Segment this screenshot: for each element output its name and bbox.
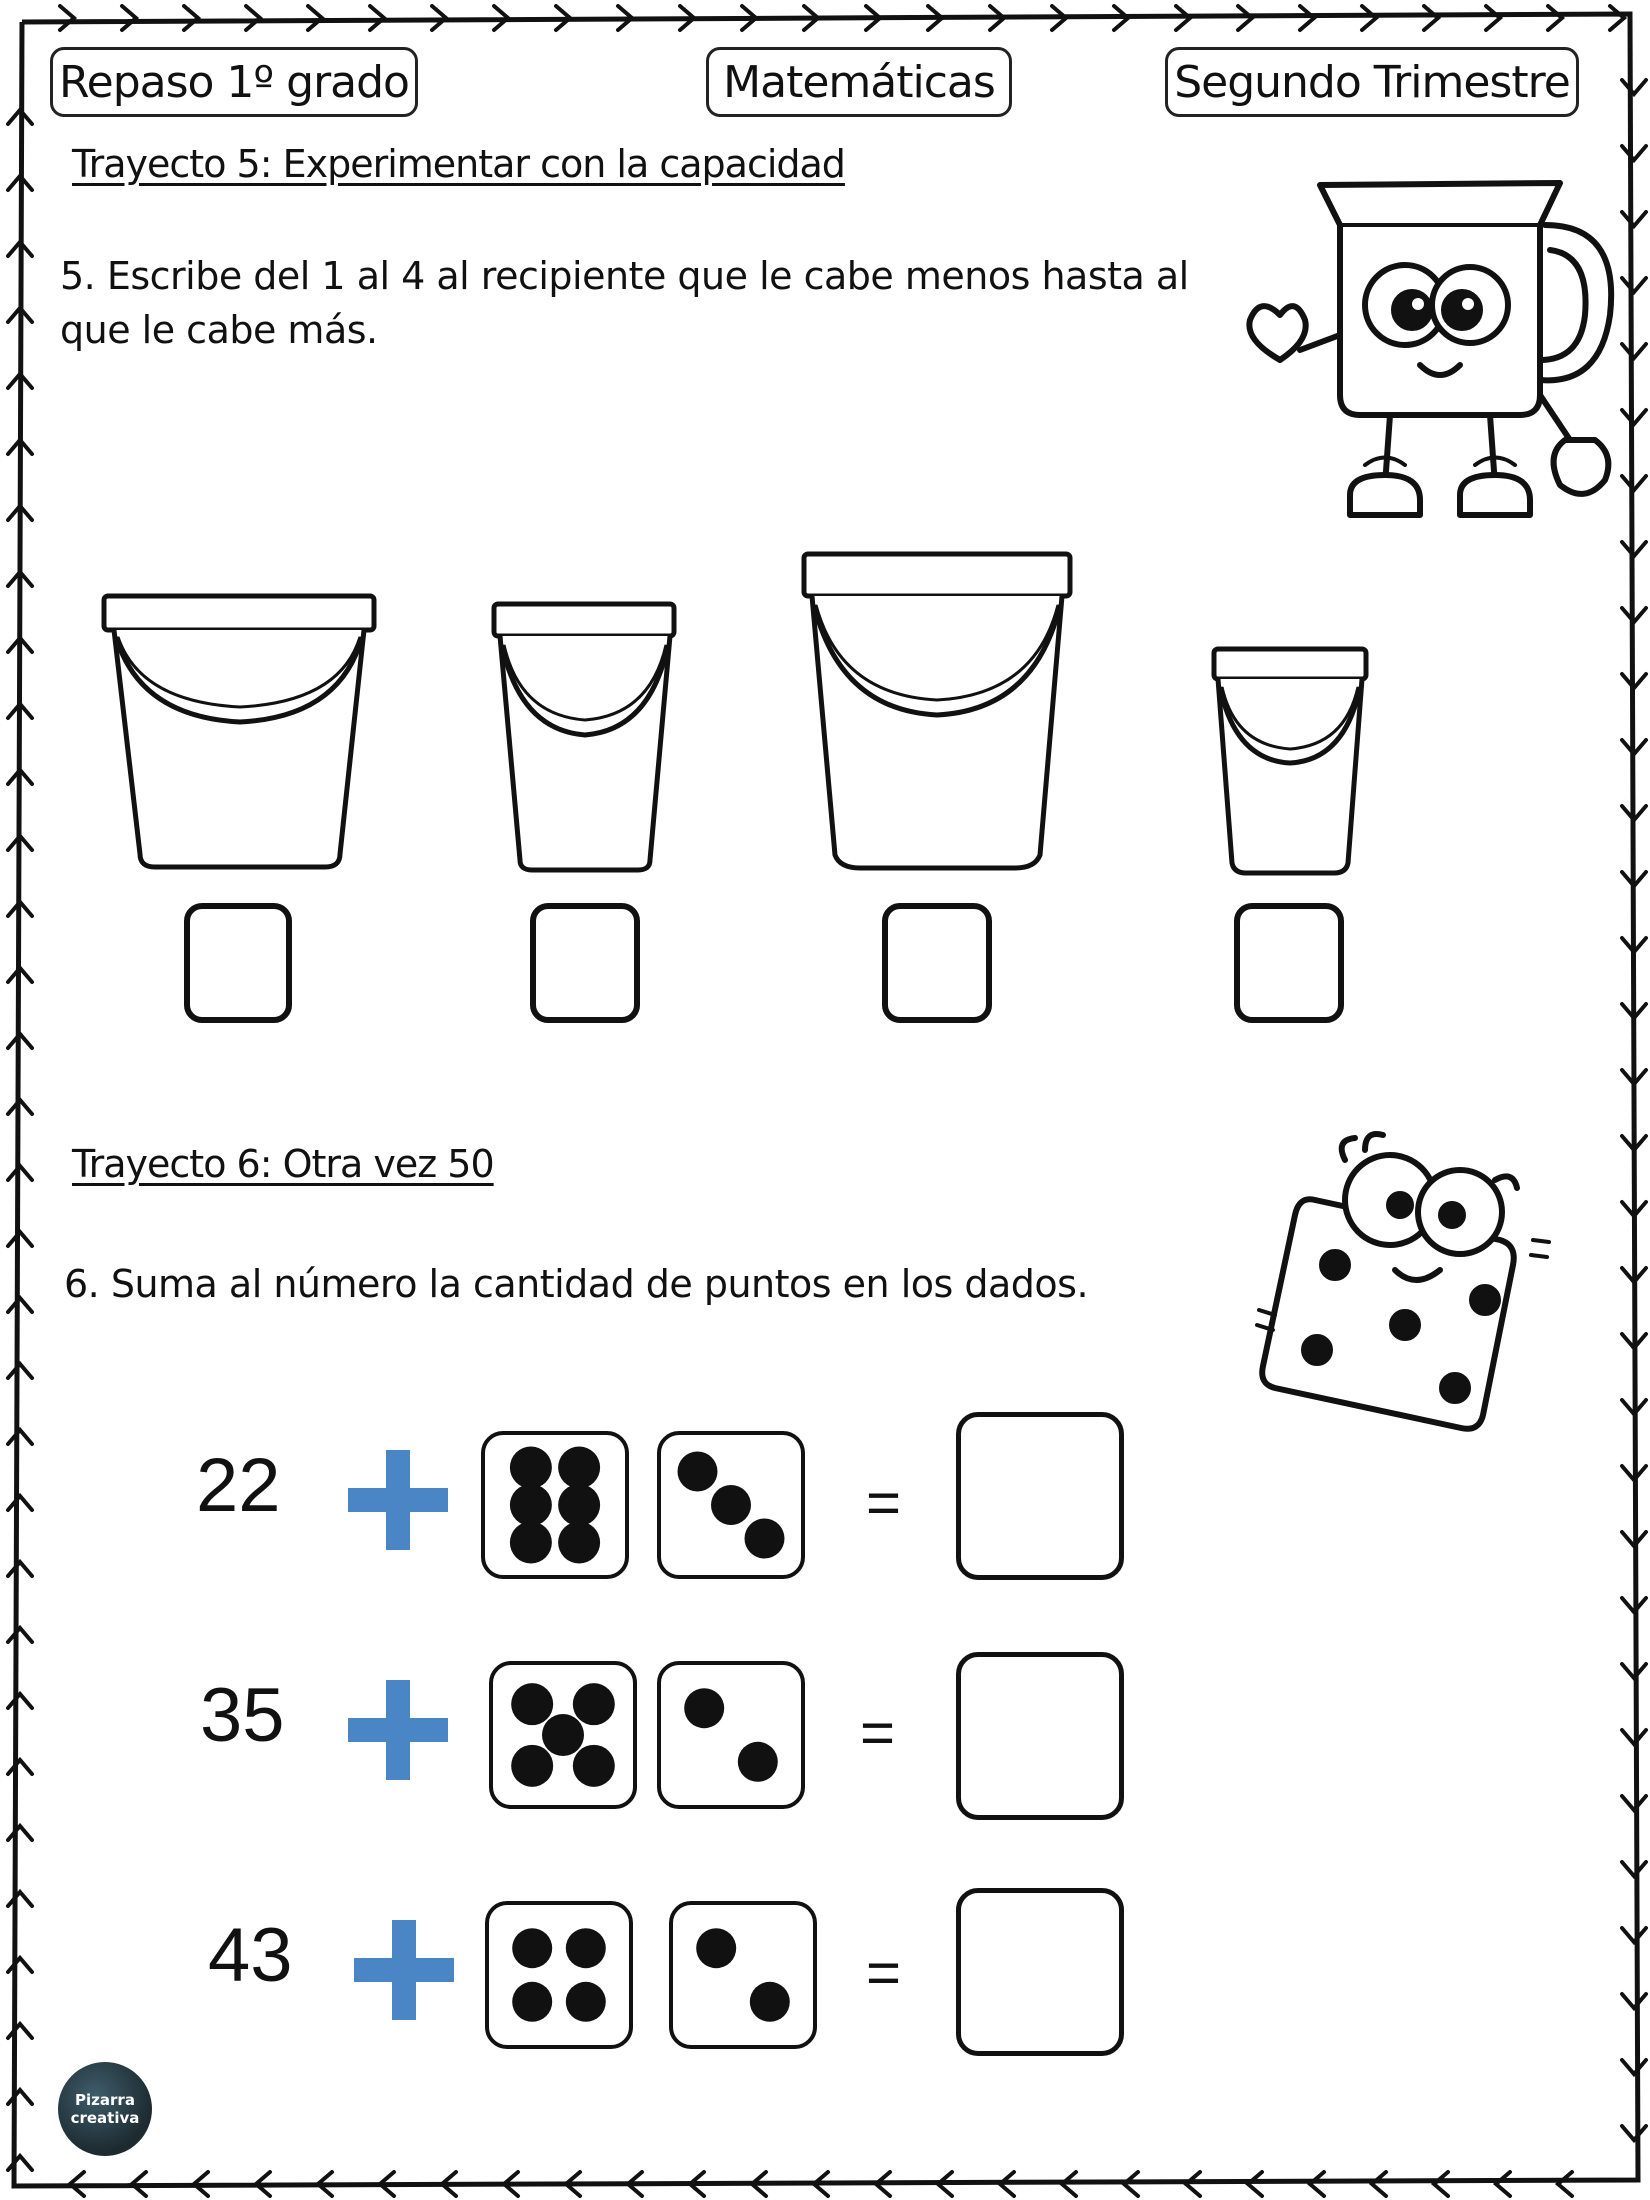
die-pip: [711, 1485, 751, 1525]
pitcher-mascot-illustration: [1240, 165, 1620, 545]
bucket-4-illustration: [1210, 645, 1370, 880]
row-1-equals-sign: =: [866, 1469, 902, 1536]
bucket-3-answer-box[interactable]: [882, 903, 992, 1023]
die-pip: [511, 1683, 553, 1725]
header-subject-label: [706, 47, 1012, 117]
dice-mascot-illustration: [1255, 1130, 1565, 1445]
row-2-die-2: [656, 1660, 806, 1810]
bucket-3-illustration: [800, 550, 1075, 880]
bucket-2-illustration: [490, 600, 680, 880]
header-grade-label: [50, 47, 418, 117]
header-trimester-text: Segundo Trimestre: [1174, 56, 1570, 108]
pizarra-creativa-logo: [58, 2062, 152, 2156]
die-pip: [678, 1452, 718, 1492]
die-pip: [510, 1484, 552, 1526]
row-3-die-2: [668, 1900, 818, 2050]
die-pip: [558, 1484, 600, 1526]
section5-title: Trayecto 5: Experimentar con la capacidad: [72, 142, 845, 186]
die-pip: [542, 1714, 584, 1756]
logo-line2: creativa: [70, 2109, 140, 2127]
row-1-die-1: [480, 1430, 630, 1580]
die-pip: [558, 1522, 600, 1564]
row-2-die-1: [488, 1660, 638, 1810]
die-pip: [566, 1982, 606, 2022]
row-2-equals-sign: =: [860, 1699, 896, 1766]
die-pip: [512, 1982, 552, 2022]
row-3-equals-sign: =: [866, 1939, 902, 2006]
logo-line1: Pizarra: [75, 2091, 135, 2109]
row-1-number: 22: [196, 1443, 281, 1528]
bucket-1-illustration: [100, 592, 380, 872]
row-2-plus-sign: [348, 1680, 448, 1780]
die-pip: [511, 1745, 553, 1787]
die-pip: [684, 1688, 724, 1728]
die-pip: [750, 1982, 790, 2022]
die-pip: [745, 1519, 785, 1559]
die-pip: [696, 1928, 736, 1968]
header-grade-text: Repaso 1º grado: [59, 56, 409, 108]
bucket-2-answer-box[interactable]: [530, 903, 640, 1023]
die-pip: [573, 1745, 615, 1787]
row-3-number: 43: [208, 1913, 293, 1998]
section5-instruction-line2: que le cabe más.: [60, 308, 378, 352]
die-pip: [566, 1928, 606, 1968]
row-1-plus-sign: [348, 1450, 448, 1550]
row-3-result-box[interactable]: [956, 1888, 1124, 2056]
die-pip: [573, 1683, 615, 1725]
row-2-result-box[interactable]: [956, 1652, 1124, 1820]
die-pip: [738, 1742, 778, 1782]
die-pip: [512, 1928, 552, 1968]
row-3-die-1: [484, 1900, 634, 2050]
header-subject-text: Matemáticas: [723, 56, 995, 108]
section6-title: Trayecto 6: Otra vez 50: [72, 1142, 494, 1186]
row-1-die-2: [656, 1430, 806, 1580]
row-2-number: 35: [200, 1673, 285, 1758]
die-pip: [558, 1446, 600, 1488]
section6-instruction: 6. Suma al número la cantidad de puntos en los dados.: [64, 1262, 1089, 1306]
row-1-result-box[interactable]: [956, 1412, 1124, 1580]
bucket-1-answer-box[interactable]: [184, 903, 292, 1023]
header-trimester-label: [1165, 47, 1579, 117]
bucket-4-answer-box[interactable]: [1234, 903, 1344, 1023]
row-3-plus-sign: [354, 1920, 454, 2020]
die-pip: [510, 1446, 552, 1488]
section5-instruction-line1: 5. Escribe del 1 al 4 al recipiente que le cabe menos hasta al: [60, 254, 1189, 298]
die-pip: [510, 1522, 552, 1564]
